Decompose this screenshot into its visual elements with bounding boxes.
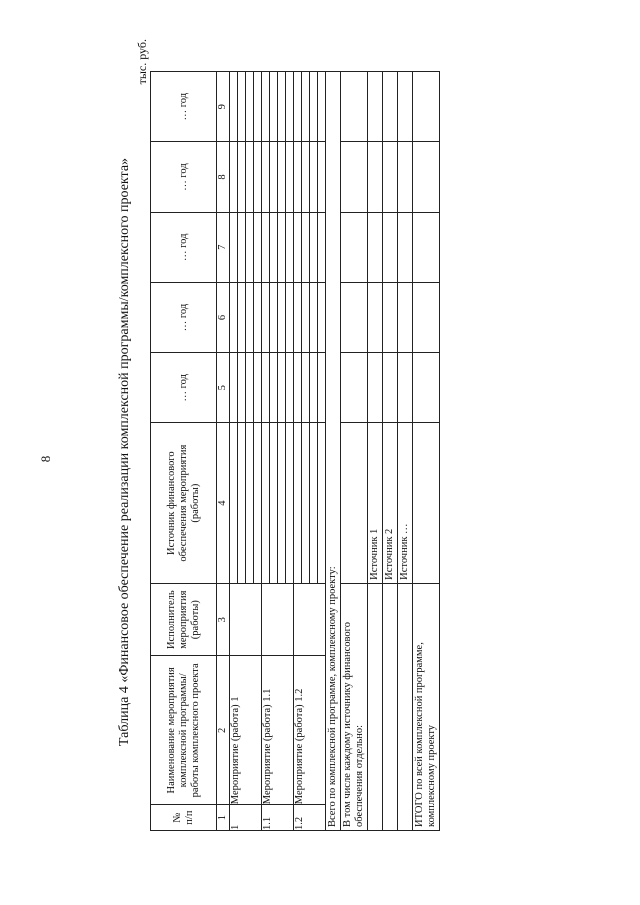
row-name: Мероприятие (работа) 1 (230, 656, 262, 805)
total-program-label: Всего по комплексной программе, комплексному проекту: (326, 72, 341, 831)
colnum-5: 5 (217, 353, 230, 423)
colnum-6: 6 (217, 282, 230, 352)
source-row (383, 72, 398, 831)
source-row (368, 72, 383, 831)
header-year-8: … год (151, 142, 217, 212)
colnum-9: 9 (217, 72, 230, 142)
table-row (294, 72, 302, 831)
table-row (262, 72, 270, 831)
colnum-8: 8 (217, 142, 230, 212)
row-executor (230, 583, 262, 656)
colnum-7: 7 (217, 212, 230, 282)
header-no: № п/п (151, 805, 217, 831)
by-source-row (341, 72, 368, 831)
header-year-5: … год (151, 353, 217, 423)
header-year-6: … год (151, 282, 217, 352)
colnum-1: 1 (217, 805, 230, 831)
colnum-4: 4 (217, 423, 230, 583)
table-row (230, 72, 238, 831)
source-row (398, 72, 413, 831)
table-caption: Таблица 4 «Финансовое обеспечение реализации комплексной программы/комплексного проекта» (117, 157, 132, 747)
header-name: Наименование мероприятия комплексной программы/работы комплексного проекта (151, 656, 217, 805)
row-name: Мероприятие (работа) 1.2 (294, 656, 326, 805)
header-executor: Исполнитель мероприятия (работы) (151, 583, 217, 656)
row-number: 1 (230, 805, 262, 831)
row-executor (262, 583, 294, 656)
source-1-label: Источник 1 (368, 423, 383, 583)
row-number: 1.2 (294, 805, 326, 831)
total-row (326, 72, 341, 831)
grand-total-label: ИТОГО по всей комплексной программе, комплексному проекту (413, 583, 440, 830)
header-year-7: … год (151, 212, 217, 282)
colnum-2: 2 (217, 656, 230, 805)
source-2-label: Источник 2 (383, 423, 398, 583)
column-number-row (217, 72, 230, 831)
page-number: 8 (38, 455, 53, 463)
row-number: 1.1 (262, 805, 294, 831)
rotated-table-page (115, 37, 525, 867)
units-label: тыс. руб. (135, 39, 149, 85)
source-3-label: Источник … (398, 423, 413, 583)
header-year-9: … год (151, 72, 217, 142)
financing-table (150, 71, 440, 831)
grand-total-row (413, 72, 440, 831)
colnum-3: 3 (217, 583, 230, 656)
header-row (151, 72, 217, 831)
row-executor (294, 583, 326, 656)
by-source-label: В том числе каждому источнику финансового обеспечения отдельно: (341, 583, 368, 830)
header-source: Источник финансового обеспечения мероприятия (работы) (151, 423, 217, 583)
row-name: Мероприятие (работа) 1.1 (262, 656, 294, 805)
